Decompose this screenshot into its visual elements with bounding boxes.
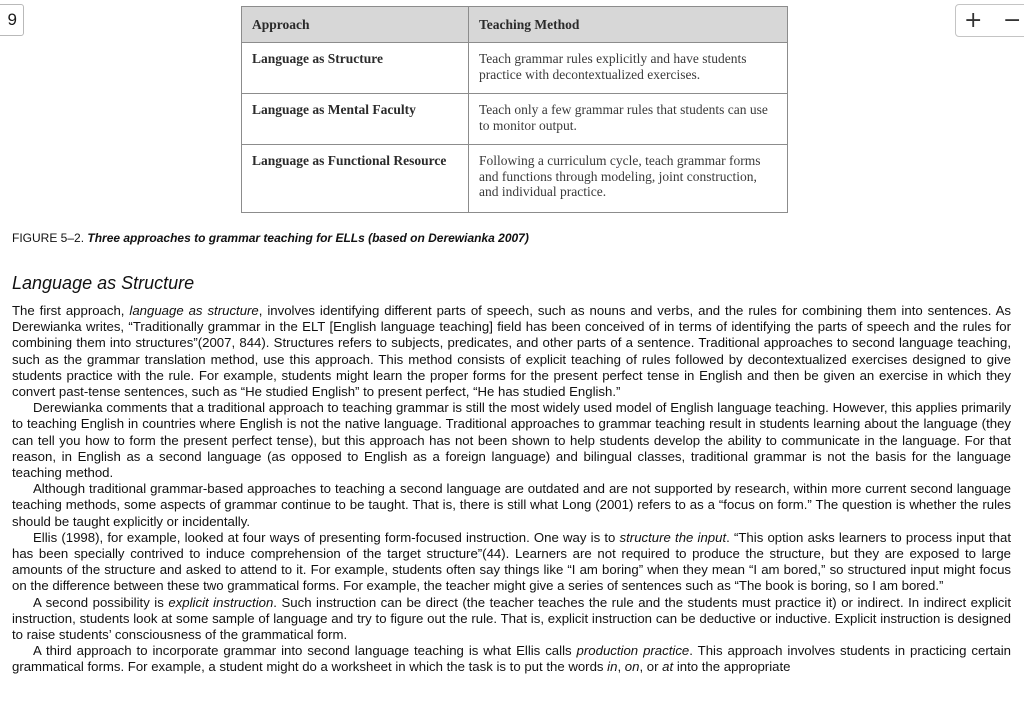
table-row — [242, 145, 788, 213]
method-cell: Following a curriculum cycle, teach grammar forms and functions through modeling, joint construction, and individual practice. — [469, 145, 788, 213]
text-run-italic: production practice — [576, 643, 690, 659]
paragraph-4 — [12, 530, 1011, 595]
text-run: . Such instruction can be direct (the teacher teaches the rule and the students must practice it) or indirect. In indirect explicit instruction, students look at some sample of language and try to figure out the rule. That is, explicit instruction can be deductive or inductive. Explicit instruction is designed to raise students’ consciousness of the grammatical form. — [12, 594, 1011, 643]
text-run: , — [617, 659, 625, 675]
text-run: into the appropriate — [673, 659, 791, 675]
zoom-in-button[interactable]: + — [964, 8, 983, 33]
text-run-italic: language as structure — [129, 303, 259, 318]
text-run-italic: explicit instruction — [168, 594, 274, 610]
paragraph-6 — [12, 643, 1011, 675]
header-teaching-method: Teaching Method — [469, 7, 788, 43]
header-approach: Approach — [242, 7, 469, 43]
figure-table — [241, 6, 788, 213]
paragraph-5 — [12, 595, 1011, 644]
section-title: Language as Structure — [12, 273, 195, 293]
text-run-italic: structure the input — [619, 529, 727, 545]
paragraph-3: Although traditional grammar-based approaches to teaching a second language are outdated and are not supported by research, within more current second language teaching methods, some aspects of grammar continue to be taught. That is, there is still what Long (2001) refers to as a “focus on form.” The question is whether the rules should be taught explicitly or incidentally. — [12, 481, 1011, 529]
table-row — [242, 94, 788, 145]
text-run: , involves identifying different parts of speech, such as nouns and verbs, and the rules for combining them into sentences. As Derewianka writes, “Traditionally grammar in the ELT [English language teaching] field has been conceived of in terms of identifying the parts of speech and the rules for combining them into structures”(2007, 844). Structures refers to subjects, predicates, and other parts of a sentence. Traditional approaches to second language teaching, such as the grammar translation method, use this approach. This method consists of explicit teaching of rules followed by decontextualized exercises designed to give students practice with the rule. For example, students might learn the proper forms for the present perfect tense in English and then be given an exercise in which they convert past-tense sentences, such as “He studied English” to present perfect, “He has studied English.” — [12, 303, 1011, 400]
text-run: . “This option asks learners to process input that has been specially contrived to induce comprehension of the target structure”(44). Learners are not required to produce the structure, but they are exposed to large amounts of the structure and asked to attend to it. For example, students often say things like “I am boring” when they mean “I am bored,” so structured input might focus on the difference between these two grammatical forms. For example, the teacher might give a series of sentences such as “The book is boring, so I am bored.” — [12, 529, 1011, 594]
caption-text: Three approaches to grammar teaching for ELLs (based on Derewianka 2007) — [87, 231, 529, 245]
text-run: A second possibility is — [33, 594, 169, 610]
text-run-italic: in — [607, 659, 618, 675]
text-run: , or — [639, 659, 663, 675]
paragraph-1 — [12, 303, 1011, 400]
approach-cell: Language as Structure — [242, 43, 469, 94]
text-run-italic: at — [662, 659, 674, 675]
text-run: Ellis (1998), for example, looked at four ways of presenting form-focused instruction. One way is to — [33, 529, 620, 545]
caption-label: FIGURE 5–2. — [12, 231, 85, 245]
text-run: . This approach involves students in practicing certain grammatical forms. For example, a student might do a worksheet in which the task is to put the words — [12, 643, 1011, 675]
table-header-row — [242, 7, 788, 43]
table-row — [242, 43, 788, 94]
approach-cell: Language as Functional Resource — [242, 145, 469, 213]
method-cell: Teach grammar rules explicitly and have students practice with decontextualized exercises. — [469, 43, 788, 94]
page-number-badge[interactable] — [0, 4, 24, 36]
zoom-out-button[interactable]: − — [1003, 8, 1022, 33]
zoom-control — [955, 4, 1024, 37]
figure-caption — [12, 231, 529, 245]
text-run: A third approach to incorporate grammar into second language teaching is what Ellis calls — [33, 643, 577, 659]
body-text — [12, 303, 1011, 676]
paragraph-2: Derewianka comments that a traditional approach to teaching grammar is still the most widely used model of English language teaching. However, this applies primarily to teaching English in countries where English is not the native language. Traditional approaches to grammar teaching result in students learning about the language (they can tell you how to form the present perfect tense), but this approach has not been shown to help students develop the ability to communicate in the language. For that reason, in English as a second language (as opposed to English as a foreign language) and bilingual classes, traditional grammar is not the basis for the language teaching method. — [12, 400, 1011, 481]
text-run-italic: on — [624, 659, 640, 675]
text-run: The first approach, — [12, 303, 130, 318]
approach-cell: Language as Mental Faculty — [242, 94, 469, 145]
page-number: 9 — [7, 10, 17, 29]
method-cell: Teach only a few grammar rules that students can use to monitor output. — [469, 94, 788, 145]
